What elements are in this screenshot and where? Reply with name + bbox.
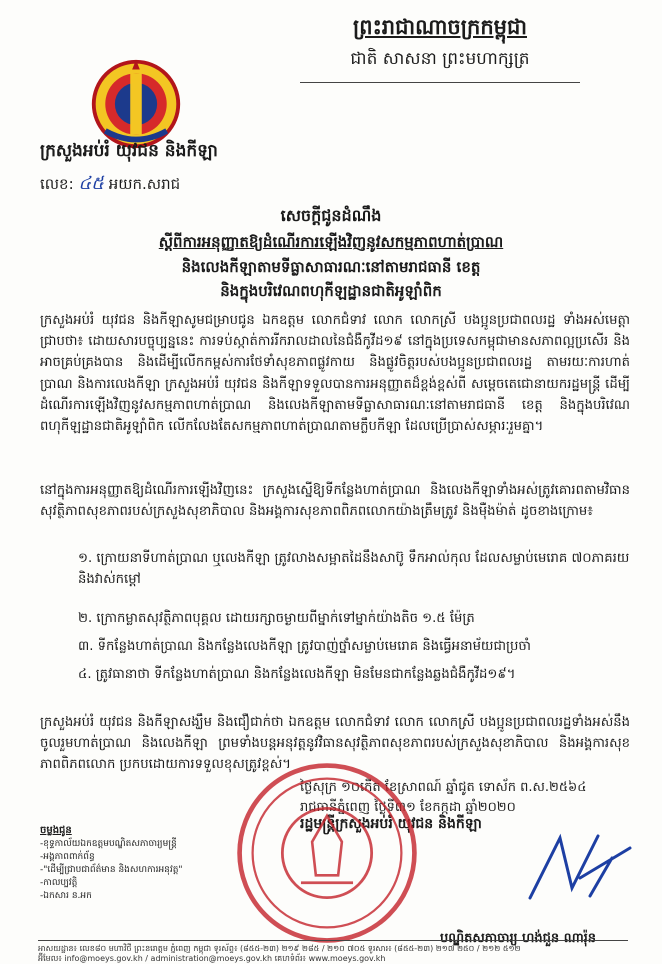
reference-label: លេខ: bbox=[40, 175, 74, 193]
solar-date: រាជធានីភ្នំពេញ ថ្ងៃទី៣១ ខែកក្កដា ឆ្នាំ២០២០ bbox=[300, 800, 516, 815]
list-item-2: ២. ក្រោកម្លាតសុវត្ថិភាពបុគ្គល ដោយរក្សាចម្ងាយពីម្នាក់ទៅម្នាក់យ៉ាងតិច ១.៥ ម៉ែត្រ bbox=[78, 611, 475, 626]
reference-number-value: ៤៥ bbox=[78, 173, 104, 194]
signer-name: បណ្ឌិតសភាចារ្យ ហង់ជួន ណារ៉ុន bbox=[440, 931, 597, 946]
motto-divider bbox=[300, 82, 580, 83]
ministry-name: ក្រសួងអប់រំ យុវជន និងកីឡា bbox=[40, 141, 218, 161]
lunar-date: ថ្ងៃសុក្រ ១០កើត ខែស្រាពណ៍ ឆ្នាំជូត ទោស័ក ព.ស.២៥៦៤ bbox=[300, 780, 587, 795]
recipient-item: -"ដើម្បីជ្រាបជាព័ត៌មាន និងសហការអនុវត្ត" bbox=[40, 865, 183, 875]
footer-contact: អ៊ីមែល៖ info@moeys.gov.kh / administration@moeys.gov.kh គេហទំព័រ៖ www.moeys.gov.kh bbox=[38, 954, 386, 963]
notice-subject-line-2: និងលេងកីឡាតាមទីធ្លាសាធារណៈនៅតាមរាជធានី ខេត្ត bbox=[181, 258, 481, 276]
recipient-item: -អង្គភាពពាក់ព័ន្ធ bbox=[40, 852, 95, 862]
signatory-title: រដ្ឋមន្ត្រីក្រសួងអប់រំ យុវជន និងកីឡា bbox=[300, 816, 482, 832]
recipient-item: -កាលប្បវត្តិ bbox=[40, 878, 78, 888]
body-paragraph-1: ក្រសួងអប់រំ យុវជន និងកីឡាសូមជម្រាបជូន ឯកឧត្តម លោកជំទាវ លោក លោកស្រី បងប្អូនប្រជាពលរដ្ឋ ទាំងអស់មេត្តាជ្រាបថា៖ ដោយសារបច្ចុប្បន្ននេះ ការទប់ស្កាត់ការរីករាលដាលនៃជំងឺកូវីដ១៩ នៅក្នុងប្រទេសកម្ពុជាមានសភាពល្អប្រសើរ និងអាចគ្រប់គ្រងបាន និងដើម្បីលើកកម្ពស់ការថែទាំសុខភាពផ្លូវកាយ និងផ្លូវចិត្តរបស់បងប្អូនប្រជាពលរដ្ឋ តាមរយៈការហាត់ប្រាណ និងការលេងកីឡា ក្រសួងអប់រំ យុវជន និងកីឡាទទួលបានការអនុញ្ញាតដ៏ខ្ពង់ខ្ពស់ពី សម្តេចតេជោនាយករដ្ឋមន្ត្រី ដើម្បីដំណើរការឡើងវិញនូវសកម្មភាពហាត់ប្រាណ និងលេងកីឡាតាមទីធ្លាសាធារណៈនៅតាមរាជធានី ខេត្ត និងក្នុងបរិវេណពហុកីឡដ្ឋានជាតិអូឡាំពិក លើកលែងតែសកម្មភាពហាត់ប្រាណតាមក្លឹបកីឡា ដែលប្រើប្រាស់សម្ភារៈរួមគ្នា។ bbox=[40, 313, 630, 435]
body-paragraph-3: ក្រសួងអប់រំ យុវជន និងកីឡាសង្ឃឹម និងជឿជាក់ថា ឯកឧត្តម លោកជំទាវ លោក លោកស្រី បងប្អូនប្រជាពលរដ្ឋទាំងអស់នឹងចូលរួមហាត់ប្រាណ និងលេងកីឡា ព្រមទាំងបន្តអនុវត្តនូវវិធានសុវត្ថិភាពសុខភាពរបស់ក្រសួងសុខាភិបាល និងអង្គការសុខភាពពិភពលោក ប្រកបដោយការទទួលខុសត្រូវខ្ពស់។ bbox=[40, 715, 630, 773]
official-stamp bbox=[234, 760, 420, 946]
body-paragraph-2: នៅក្នុងការអនុញ្ញាតឱ្យដំណើរការឡើងវិញនេះ ក្រសួងស្នើឱ្យទីកន្លែងហាត់ប្រាណ និងលេងកីឡាទាំងអស់ត្រូវគោរពតាមវិធានសុវត្ថិភាពសុខភាពរបស់ក្រសួងសុខាភិបាល និងអង្គការសុខភាពពិភពលោកយ៉ាងត្រឹមត្រូវ និងម៉ឺងម៉ាត់ ដូចខាងក្រោម៖ bbox=[40, 483, 630, 520]
footer-address: អាសយដ្ឋាន៖ លេខ៨០ មហាវិថី ព្រះនរោត្តម ភ្នំពេញ កម្ពុជា ទូរស័ព្ទ៖ (៨៥៥-២៣) ២១៩ ២៨៥ / ២១០ ៧០៥ ទូរសារ៖ (៨៥៥-២៣) ២១៧ ២៥០ / ២១២ ៥១២ bbox=[38, 944, 521, 953]
ministry-seal-logo bbox=[88, 56, 184, 152]
recipients-block bbox=[40, 824, 183, 903]
list-item-4: ៤. ត្រូវធានាថា ទីកន្លែងហាត់ប្រាណ និងកន្លែងលេងកីឡា មិនមែនជាកន្លែងឆ្លងជំងឺកូវីដ១៩។ bbox=[78, 667, 516, 682]
footer bbox=[38, 944, 638, 964]
notice-subject-line-3: និងក្នុងបរិវេណពហុកីឡដ្ឋានជាតិអូឡាំពិក bbox=[220, 282, 442, 300]
notice-title: សេចក្តីជូនដំណឹង bbox=[280, 206, 382, 225]
kingdom-heading: ព្រះរាជាណាចក្រកម្ពុជា bbox=[352, 15, 527, 39]
list-item-3: ៣. ទីកន្លែងហាត់ប្រាណ និងកន្លែងលេងកីឡា ត្រូវបាញ់ថ្នាំសម្លាប់មេរោគ និងធ្វើអនាម័យជាប្រចាំ bbox=[78, 639, 531, 654]
list-item-1: ១. ក្រោយនាទីហាត់ប្រាណ ឬលេងកីឡា ត្រូវលាងសម្អាតដៃនឹងសាប៊ូ ទឹកអាល់កុល ដែលសម្លាប់មេរោគ ៧០ភាគរយ និងវាស់កម្តៅ bbox=[78, 551, 630, 587]
recipient-item: -ឯកសារ ន.អក bbox=[40, 891, 92, 901]
footer-divider bbox=[38, 940, 628, 941]
recipients-heading: ចម្លងជូន bbox=[40, 825, 72, 836]
national-motto: ជាតិ សាសនា ព្រះមហាក្សត្រ bbox=[350, 49, 530, 69]
notice-subject-line-1: ស្តីពីការអនុញ្ញាតឱ្យដំណើរការឡើងវិញនូវសកម្មភាពហាត់ប្រាណ bbox=[158, 233, 504, 251]
reference-suffix: អយក.សរាជ bbox=[108, 175, 181, 193]
recipient-item: -ខុទ្ទកាល័យឯកឧត្តមបណ្ឌិតសភាចារ្យមន្ត្រី bbox=[40, 839, 177, 849]
reference-number bbox=[40, 171, 180, 198]
handwritten-signature bbox=[520, 818, 640, 918]
